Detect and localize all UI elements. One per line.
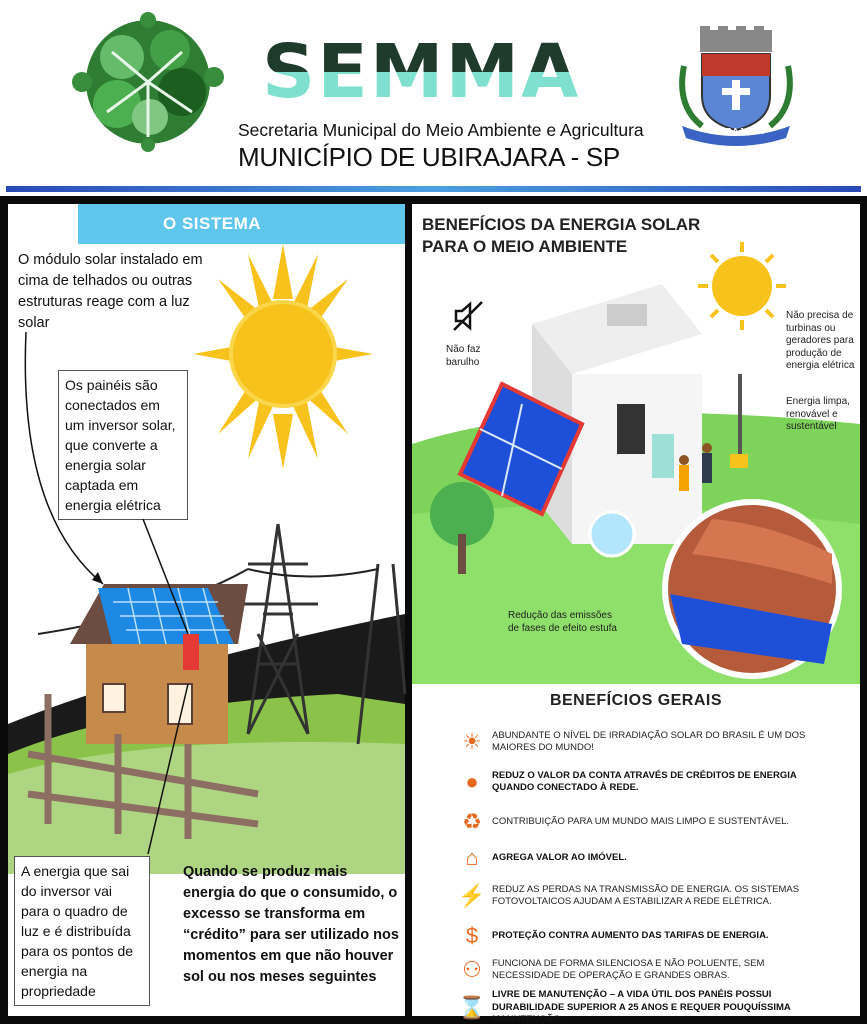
system-tag: O SISTEMA (78, 204, 405, 244)
general-benefits-title: BENEFÍCIOS GERAIS (549, 692, 723, 709)
benefit-item (456, 802, 831, 842)
intro-text: O módulo solar instalado em cima de telhados ou outras estruturas reage com a luz solar (18, 252, 203, 331)
quiet-plug-icon: ⚇ (462, 957, 482, 982)
header-divider (6, 186, 861, 192)
semma-tree-logo (62, 12, 234, 152)
municipality-name: MUNICÍPIO DE UBIRAJARA - SP (238, 142, 620, 172)
benefit-text: CONTRIBUIÇÃO PARA UM MUNDO MAIS LIMPO E SUSTENTÁVEL. (492, 815, 790, 827)
sun-radiation-icon: ☀ (462, 729, 482, 754)
benefit-text: PROTEÇÃO CONTRA AUMENTO DAS TARIFAS DE ENERGIA. (492, 929, 769, 941)
benefit-text: REDUZ O VALOR DA CONTA ATRAVÉS DE CRÉDITOS DE ENERGIA QUANDO CONECTADO À REDE. (492, 769, 797, 793)
piggy-bank-icon: ● (465, 769, 479, 794)
no-noise-icon (450, 298, 486, 334)
benefit-text: REDUZ AS PERDAS NA TRANSMISSÃO DE ENERGIA. OS SISTEMAS FOTOVOLTAICOS AJUDAM A ESTABILIZAR A REDE ELÉTRICA. (492, 883, 800, 907)
benefit-item (456, 722, 831, 762)
benefits-title-line2: PARA O MEIO AMBIENTE (422, 237, 628, 256)
hand-coin-icon: $ (465, 923, 479, 948)
page-header (0, 0, 867, 190)
hourglass-icon: ⌛ (458, 995, 486, 1020)
no-noise-label: Não faz barulho (446, 344, 481, 368)
benefit-item (456, 762, 831, 802)
benefits-title-line1: BENEFÍCIOS DA ENERGIA SOLAR (422, 215, 701, 234)
credit-text: Quando se produz mais energia do que o consumido, o excesso se transforma em “crédito” para ser utilizado nos momentos em que não houver sol ou nos meses seguintes (183, 864, 399, 985)
benefit-text: AGREGA VALOR AO IMÓVEL. (492, 851, 627, 863)
inverter-callout: A energia que sai do inversor vai para o quadro de luz e é distribuída para os pontos de energia na propriedade (14, 856, 150, 1006)
clean-energy-label: Energia limpa, renovável e sustentável (786, 396, 850, 432)
benefit-text: LIVRE DE MANUTENÇÃO – A VIDA ÚTIL DOS PANÉIS POSSUI DURABILIDADE SUPERIOR A 25 ANOS E REQUER POUQUÍSSIMA MANUTENÇÃO. (492, 989, 791, 1026)
recycle-icon: ♻ (462, 809, 482, 834)
no-turbines-label: Não precisa de turbinas ou geradores para produção de energia elétrica (786, 310, 855, 371)
crest-ribbon-label: UBIRAJARA (708, 127, 766, 136)
brand-title: SEMMA (262, 29, 581, 115)
house-hand-icon: ⌂ (465, 845, 479, 870)
secretariat-name: Secretaria Municipal do Meio Ambiente e Agricultura (238, 120, 644, 140)
benefit-item (456, 988, 831, 1028)
benefits-title (422, 214, 700, 258)
benefit-text: ABUNDANTE O NÍVEL DE IRRADIAÇÃO SOLAR DO BRASIL É UM DOS MAIORES DO MUNDO! (492, 729, 806, 753)
benefit-text: FUNCIONA DE FORMA SILENCIOSA E NÃO POLUENTE, SEM NECESSIDADE DE OPERAÇÃO E GRANDES OBRAS. (492, 957, 765, 981)
benefit-item (456, 876, 831, 916)
benefit-item (456, 950, 831, 990)
benefits-panel (412, 204, 860, 1026)
panels-callout: Os painéis são conectados em um inversor solar, que converte a energia solar captada em energia elétrica (58, 370, 188, 520)
transmission-tower-icon: ⚡ (458, 883, 486, 908)
benefit-item (456, 838, 831, 878)
system-panel (8, 204, 405, 1016)
emissions-label: Redução das emissões de fases de efeito estufa (508, 610, 617, 634)
